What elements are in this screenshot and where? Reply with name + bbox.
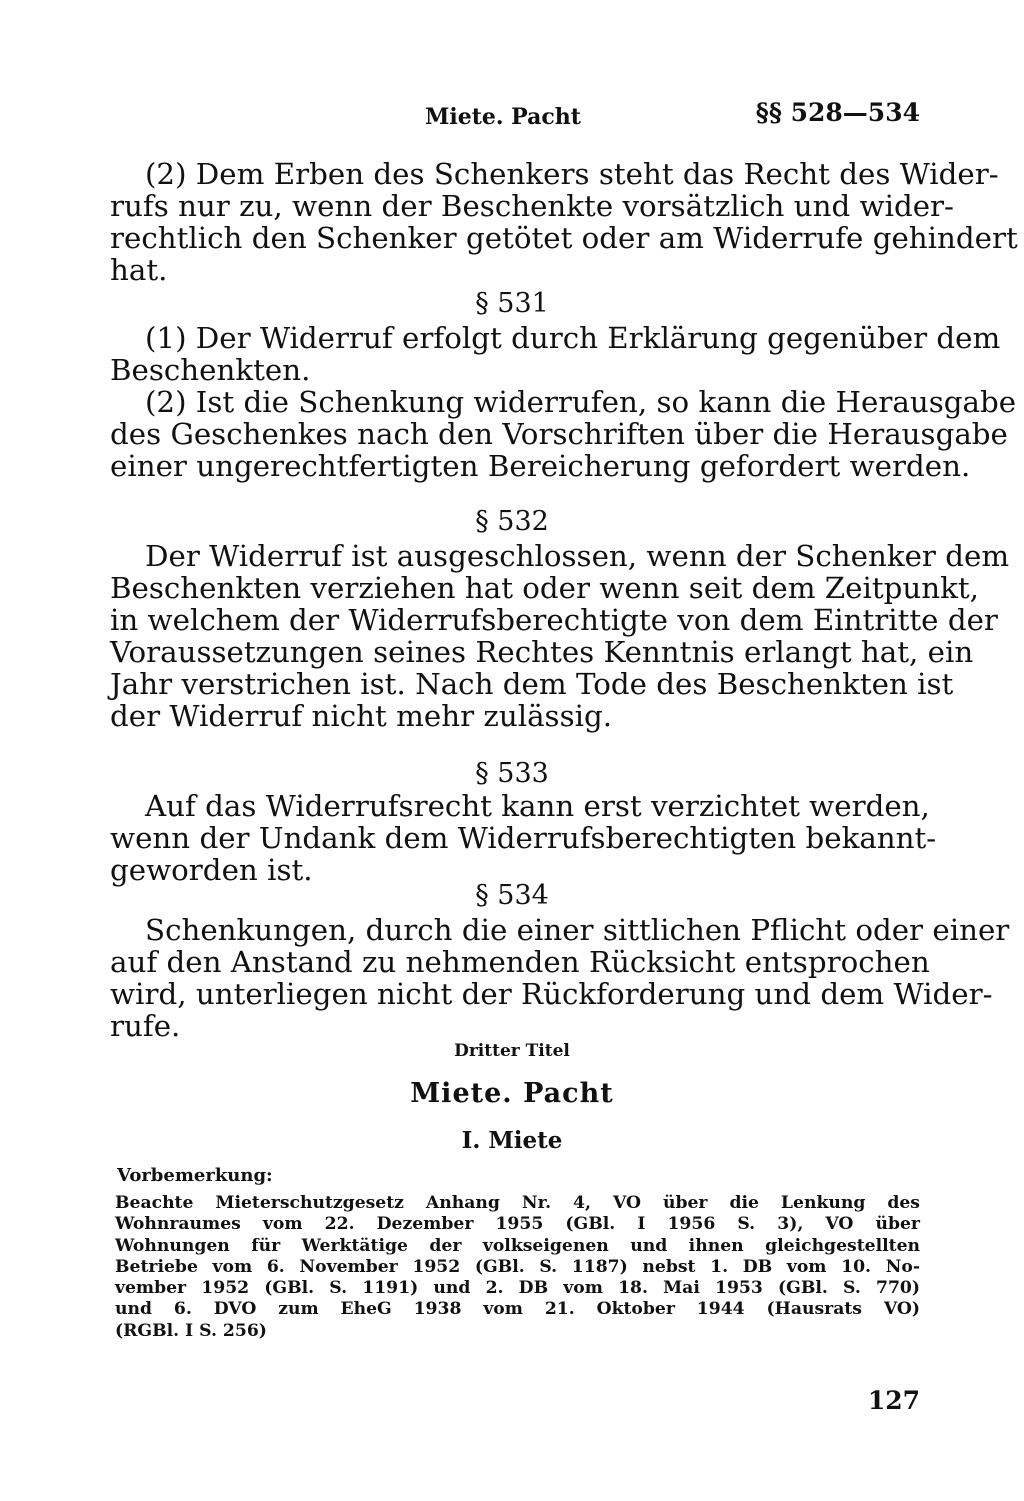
section-531-text <box>110 321 1017 483</box>
note-text <box>115 1193 920 1342</box>
note-line: (RGBl. I S. 256) <box>115 1320 267 1341</box>
section-heading-532: § 532 <box>475 506 549 537</box>
title-heading: Miete. Pacht <box>410 1078 614 1109</box>
title-subtitle: Dritter Titel <box>454 1041 570 1061</box>
text-line: wenn der Undank dem Widerrufsberechtigten bekannt- <box>110 821 937 855</box>
running-head-section-range: §§ 528—534 <box>755 98 920 127</box>
text-line: geworden ist. <box>110 853 313 887</box>
paragraph-530-2 <box>110 157 1018 287</box>
note-line: und 6. DVO zum EheG 1938 vom 21. Oktober 1944 (Hausrats VO) <box>115 1299 920 1320</box>
text-line: (1) Der Widerruf erfolgt durch Erklärung gegenüber dem <box>145 321 1001 355</box>
text-line: Voraussetzungen seines Rechtes Kenntnis erlangt hat, ein <box>110 635 974 669</box>
part-heading: I. Miete <box>461 1127 563 1154</box>
section-heading-533: § 533 <box>475 758 549 789</box>
text-line: des Geschenkes nach den Vorschriften über die Herausgabe <box>110 417 1008 451</box>
text-line: (2) Dem Erben des Schenkers steht das Recht des Wider- <box>145 157 999 191</box>
text-line: rufe. <box>110 1009 181 1043</box>
text-line: rufs nur zu, wenn der Beschenkte vorsätzlich und wider- <box>110 189 954 223</box>
note-line: vember 1952 (GBl. S. 1191) und 2. DB vom 18. Mai 1953 (GBl. S. 770) <box>115 1278 920 1299</box>
text-line: einer ungerechtfertigten Bereicherung gefordert werden. <box>110 449 971 483</box>
note-label: Vorbemerkung: <box>117 1165 273 1186</box>
text-line: der Widerruf nicht mehr zulässig. <box>110 699 613 733</box>
section-heading-534: § 534 <box>475 880 549 911</box>
text-line: (2) Ist die Schenkung widerrufen, so kann die Herausgabe <box>145 385 1017 419</box>
text-line: Jahr verstrichen ist. Nach dem Tode des Beschenkten ist <box>110 667 954 701</box>
text-line: in welchem der Widerrufsberechtigte von dem Eintritte der <box>110 603 998 637</box>
text-line: Beschenkten. <box>110 353 311 387</box>
page-number: 127 <box>867 1386 920 1415</box>
text-line: Der Widerruf ist ausgeschlossen, wenn der Schenker dem <box>145 539 1010 573</box>
running-head <box>425 98 920 138</box>
note-line: Wohnungen für Werktätige der volkseigenen und ihnen gleichgestellten <box>115 1235 920 1256</box>
section-heading-531: § 531 <box>475 288 549 319</box>
text-line: Schenkungen, durch die einer sittlichen Pflicht oder einer <box>145 913 1010 947</box>
text-line: auf den Anstand zu nehmenden Rücksicht entsprochen <box>110 945 930 979</box>
text-line: Auf das Widerrufsrecht kann erst verzichtet werden, <box>145 789 930 823</box>
note-line: Beachte Mieterschutzgesetz Anhang Nr. 4, VO über die Lenkung des <box>115 1193 920 1213</box>
running-head-title: Miete. Pacht <box>425 104 581 130</box>
text-line: wird, unterliegen nicht der Rückforderung und dem Wider- <box>110 977 993 1011</box>
note-line: Wohnraumes vom 22. Dezember 1955 (GBl. I 1956 S. 3), VO über <box>115 1214 920 1235</box>
text-line: Beschenkten verziehen hat oder wenn seit dem Zeitpunkt, <box>110 571 979 605</box>
note-line: Betriebe vom 6. November 1952 (GBl. S. 1187) nebst 1. DB vom 10. No- <box>115 1256 920 1277</box>
text-line: rechtlich den Schenker getötet oder am Widerrufe gehindert <box>110 221 1018 255</box>
text-line: hat. <box>110 253 168 287</box>
section-532-text <box>110 539 1010 733</box>
section-534-text <box>110 913 1010 1043</box>
section-533-text <box>110 789 937 887</box>
